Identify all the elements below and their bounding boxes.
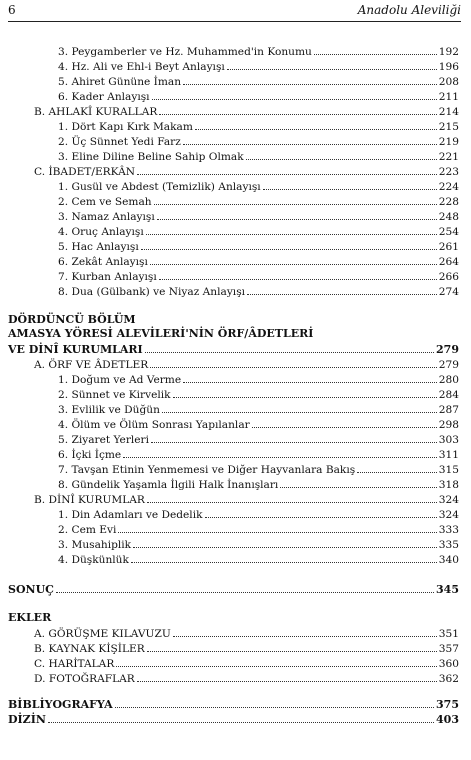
toc-entry-page: 360 (438, 658, 459, 670)
toc-entry-page: 298 (438, 419, 459, 431)
toc-entry-title: 7. Tavşan Etinin Yenmemesi ve Diğer Hayvanlara Bakış (58, 464, 356, 476)
toc-entry (0, 476, 471, 491)
toc-entry-title: 5. Hac Anlayışı (58, 241, 139, 253)
dot-leader (154, 204, 437, 205)
toc-entry-page: 375 (436, 698, 459, 711)
toc-entry-page: 214 (438, 106, 459, 118)
dot-leader (159, 279, 437, 280)
dot-leader (131, 562, 437, 563)
toc-entry-page: 311 (438, 449, 459, 461)
toc-entry (0, 670, 471, 685)
chapter-heading: DÖRDÜNCÜ BÖLÜM (8, 313, 136, 326)
toc-entry (0, 625, 471, 640)
chapter-title: AMASYA YÖRESİ ALEVİLERİ'NİN ÖRF/ÂDETLERİ (8, 327, 314, 340)
toc-entry (0, 73, 471, 88)
dot-leader (263, 189, 437, 190)
toc-entry-page: 248 (438, 211, 459, 223)
dot-leader (157, 219, 437, 220)
toc-entry-page: 196 (438, 61, 459, 73)
dot-leader (357, 472, 437, 473)
dot-leader (173, 397, 437, 398)
toc-entry (0, 118, 471, 133)
toc-entry (0, 223, 471, 238)
dot-leader (141, 249, 437, 250)
toc-entry-page: 223 (438, 166, 459, 178)
toc-entry-title: SONUÇ (8, 583, 54, 596)
toc-entry-title: 8. Gündelik Yaşamla İlgili Halk İnanışları (58, 479, 279, 491)
toc-entry-page: 403 (436, 713, 459, 726)
toc-entry-page: 340 (438, 554, 459, 566)
toc-entry (0, 506, 471, 521)
dot-leader (48, 722, 434, 723)
dot-leader (205, 517, 437, 518)
toc-entry-title: 1. Doğum ve Ad Verme (58, 374, 182, 386)
toc-entry (0, 268, 471, 283)
toc-entry-bibliography (0, 696, 471, 711)
toc-entry (0, 356, 471, 371)
toc-entry-page: 318 (438, 479, 459, 491)
dot-leader (152, 99, 437, 100)
toc-entry-title: 2. Cem ve Semah (58, 196, 152, 208)
toc-section-1 (0, 43, 471, 298)
toc-entry-page: 211 (438, 91, 459, 103)
dot-leader (137, 174, 437, 175)
dot-leader (133, 547, 437, 548)
toc-entry (0, 521, 471, 536)
toc-entry (0, 371, 471, 386)
toc-entry-page: 324 (438, 494, 459, 506)
toc-entry-page: 215 (438, 121, 459, 133)
toc-entry-page: 254 (438, 226, 459, 238)
toc-entry-title: 7. Kurban Anlayışı (58, 271, 157, 283)
toc-entry-title: 2. Sünnet ve Kirvelik (58, 389, 171, 401)
toc-entry-page: 315 (438, 464, 459, 476)
toc-entry-page: 261 (438, 241, 459, 253)
toc-entry-chapter (0, 341, 471, 356)
toc-entry-title: 1. Gusül ve Abdest (Temizlik) Anlayışı (58, 181, 261, 193)
toc-entry (0, 386, 471, 401)
dot-leader (115, 707, 434, 708)
toc-entry (0, 88, 471, 103)
toc-entry-page: 324 (438, 509, 459, 521)
toc-entry-page: 357 (438, 643, 459, 655)
toc-entry-page: 303 (438, 434, 459, 446)
toc-entry-page: 219 (438, 136, 459, 148)
toc-entry-page: 279 (438, 359, 459, 371)
toc-entry-title: 6. Kader Anlayışı (58, 91, 150, 103)
dot-leader (137, 681, 437, 682)
toc-entry-page: 208 (438, 76, 459, 88)
toc-entry (0, 401, 471, 416)
dot-leader (56, 592, 434, 593)
running-title: Anadolu Aleviliği (357, 3, 461, 17)
dot-leader (173, 636, 437, 637)
appendix-heading: EKLER (8, 611, 52, 624)
dot-leader (116, 666, 436, 667)
toc-entry (0, 491, 471, 506)
page-number: 6 (8, 3, 16, 17)
toc-entry (0, 461, 471, 476)
dot-leader (147, 651, 437, 652)
toc-entry (0, 253, 471, 268)
toc-entry-title: VE DİNÎ KURUMLARI (8, 343, 143, 356)
running-header (8, 3, 461, 19)
toc-entry-page: 274 (438, 286, 459, 298)
toc-entry-page: 284 (438, 389, 459, 401)
toc-entry-title: 3. Musahiplik (58, 539, 132, 551)
toc-section-2 (0, 356, 471, 566)
toc-entry-title: C. İBADET/ERKÂN (34, 166, 136, 178)
toc-entry-title: 4. Oruç Anlayışı (58, 226, 144, 238)
dot-leader (146, 234, 437, 235)
dot-leader (227, 69, 437, 70)
toc-entry-page: 335 (438, 539, 459, 551)
toc-entry-title: B. KAYNAK KİŞİLER (34, 643, 145, 655)
toc-entry-index (0, 711, 471, 726)
toc-entry (0, 208, 471, 223)
toc-entry-page: 228 (438, 196, 459, 208)
toc-entry-title: 3. Namaz Anlayışı (58, 211, 155, 223)
toc-entry-title: 2. Üç Sünnet Yedi Farz (58, 136, 181, 148)
dot-leader (247, 294, 437, 295)
toc-entry-page: 351 (438, 628, 459, 640)
toc-entry-title: C. HARİTALAR (34, 658, 115, 670)
toc-entry (0, 283, 471, 298)
toc-entry-title: 1. Din Adamları ve Dedelik (58, 509, 203, 521)
toc-entry (0, 58, 471, 73)
toc-entry-title: 3. Eline Diline Beline Sahip Olmak (58, 151, 244, 163)
toc-entry (0, 103, 471, 118)
toc-entry-title: BİBLİYOGRAFYA (8, 698, 113, 711)
toc-entry (0, 640, 471, 655)
toc-entry-title: 4. Hz. Ali ve Ehl-i Beyt Anlayışı (58, 61, 225, 73)
toc-entry-title: B. AHLAKÎ KURALLAR (34, 106, 158, 118)
toc-entry-title: D. FOTOĞRAFLAR (34, 673, 135, 685)
toc-entry-title: A. GÖRÜŞME KILAVUZU (34, 628, 171, 640)
table-of-contents (0, 43, 471, 726)
dot-leader (147, 502, 437, 503)
toc-entry-page: 192 (438, 46, 459, 58)
toc-appendix (0, 625, 471, 685)
toc-entry-title: DİZİN (8, 713, 46, 726)
toc-entry (0, 416, 471, 431)
toc-entry (0, 446, 471, 461)
toc-entry (0, 238, 471, 253)
toc-entry-page: 362 (438, 673, 459, 685)
toc-entry (0, 193, 471, 208)
toc-entry-page: 333 (438, 524, 459, 536)
toc-entry-title: 4. Ölüm ve Ölüm Sonrası Yapılanlar (58, 419, 250, 431)
toc-entry-title: B. DİNÎ KURUMLAR (34, 494, 145, 506)
dot-leader (183, 144, 437, 145)
dot-leader (252, 427, 437, 428)
dot-leader (183, 382, 437, 383)
toc-entry (0, 551, 471, 566)
toc-entry-page: 224 (438, 181, 459, 193)
toc-entry (0, 148, 471, 163)
toc-entry-page: 264 (438, 256, 459, 268)
toc-entry (0, 431, 471, 446)
toc-entry (0, 655, 471, 670)
toc-entry-title: 1. Dört Kapı Kırk Makam (58, 121, 193, 133)
dot-leader (159, 114, 436, 115)
dot-leader (246, 159, 437, 160)
dot-leader (314, 54, 437, 55)
toc-entry (0, 178, 471, 193)
toc-entry-title: 6. Zekât Anlayışı (58, 256, 148, 268)
toc-entry (0, 43, 471, 58)
toc-entry-title: 2. Cem Evi (58, 524, 117, 536)
toc-entry (0, 133, 471, 148)
dot-leader (150, 264, 437, 265)
toc-entry-conclusion (0, 581, 471, 596)
header-rule (8, 21, 461, 22)
toc-entry (0, 536, 471, 551)
dot-leader (150, 367, 437, 368)
toc-entry (0, 163, 471, 178)
toc-entry-title: 3. Evlilik ve Düğün (58, 404, 160, 416)
dot-leader (151, 442, 437, 443)
dot-leader (118, 532, 436, 533)
toc-entry-title: 8. Dua (Gülbank) ve Niyaz Anlayışı (58, 286, 246, 298)
toc-entry-title: 5. Ziyaret Yerleri (58, 434, 149, 446)
dot-leader (145, 352, 434, 353)
toc-entry-page: 266 (438, 271, 459, 283)
toc-entry-title: 4. Düşkünlük (58, 554, 129, 566)
toc-entry-title: A. ÖRF VE ÂDETLER (34, 359, 149, 371)
toc-entry-title: 5. Ahiret Gününe İman (58, 76, 182, 88)
dot-leader (183, 84, 437, 85)
dot-leader (162, 412, 437, 413)
toc-entry-page: 280 (438, 374, 459, 386)
toc-entry-page: 221 (438, 151, 459, 163)
toc-entry-page: 345 (436, 583, 459, 596)
toc-entry-title: 3. Peygamberler ve Hz. Muhammed'in Konumu (58, 46, 312, 58)
dot-leader (280, 487, 436, 488)
toc-entry-title: 6. İçki İçme (58, 449, 122, 461)
toc-entry-page: 279 (436, 343, 459, 356)
dot-leader (123, 457, 437, 458)
dot-leader (195, 129, 437, 130)
toc-entry-page: 287 (438, 404, 459, 416)
